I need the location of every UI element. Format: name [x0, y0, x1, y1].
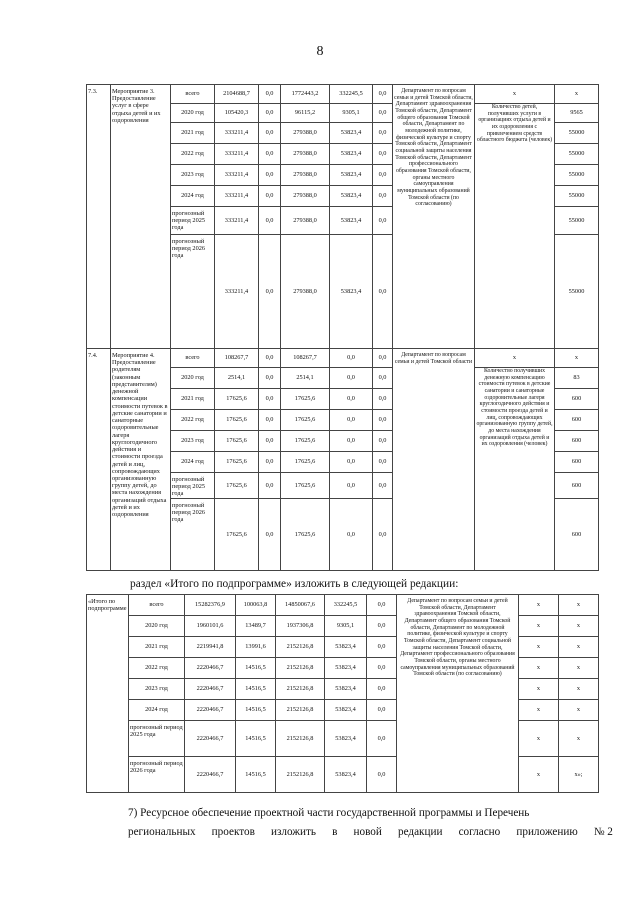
regional-cell: 17625,6 [281, 431, 330, 452]
total-cell: 1960101,6 [185, 616, 236, 637]
federal-cell: 0,0 [259, 144, 281, 165]
total-cell: 15282376,9 [185, 595, 236, 616]
year-cell: всего [171, 349, 215, 368]
federal-cell: 0,0 [259, 452, 281, 473]
total-cell: 2220466,7 [185, 700, 236, 721]
indicator-cell: х [519, 616, 559, 637]
extra-cell: 0,0 [373, 235, 393, 349]
event-number: 7.4. [87, 349, 111, 571]
extra-cell: 0,0 [373, 389, 393, 410]
regional-cell: 279388,0 [281, 144, 330, 165]
indicator-cell: х [519, 637, 559, 658]
federal-cell: 0,0 [259, 104, 281, 123]
federal-cell: 0,0 [259, 235, 281, 349]
local-cell: 332245,5 [325, 595, 367, 616]
year-cell: 2022 год [129, 658, 185, 679]
paragraph-word: новой [353, 826, 382, 838]
regional-cell: 2152126,8 [276, 658, 325, 679]
total-cell: 333211,4 [215, 144, 259, 165]
extra-cell: 0,0 [373, 186, 393, 207]
paragraph-word: в [332, 826, 338, 838]
year-cell: 2021 год [171, 123, 215, 144]
year-cell: 2022 год [171, 410, 215, 431]
extra-cell: 0,0 [373, 431, 393, 452]
total-cell: 333211,4 [215, 186, 259, 207]
value-cell: х [555, 85, 599, 104]
federal-cell: 0,0 [259, 165, 281, 186]
indicator-name: Количество получивших денежную компенсацию стоимости путевок в детские санатории и санаторные оздоровительные лагеря круглогодичного действия и стоимости проезда детей и лиц, сопровождающих организованную группу детей, до места нахождения организаций отдыха детей и их оздоровления (человек) [475, 368, 555, 571]
indicator-cell: х [519, 658, 559, 679]
value-cell: 9565 [555, 104, 599, 123]
extra-cell: 0,0 [373, 498, 393, 570]
extra-cell: 0,0 [373, 144, 393, 165]
subprogram-total-table [86, 594, 599, 793]
indicator-cell: х [519, 595, 559, 616]
value-cell: х [559, 595, 599, 616]
total-cell: 17625,6 [215, 452, 259, 473]
federal-cell: 0,0 [259, 368, 281, 389]
table-row [87, 85, 599, 104]
local-cell: 53823,4 [325, 637, 367, 658]
value-cell: 55000 [555, 123, 599, 144]
indicator-cell: х [519, 679, 559, 700]
federal-cell: 0,0 [259, 431, 281, 452]
regional-cell: 108267,7 [281, 349, 330, 368]
regional-cell: 96115,2 [281, 104, 330, 123]
year-cell: прогнозный период 2025 года [171, 473, 215, 499]
local-cell: 9305,1 [330, 104, 373, 123]
extra-cell: 0,0 [367, 679, 397, 700]
event-number: 7.3. [87, 85, 111, 349]
federal-cell: 13991,6 [236, 637, 276, 658]
extra-cell: 0,0 [373, 410, 393, 431]
paragraph-word: редакции [397, 826, 443, 838]
value-cell: 55000 [555, 207, 599, 235]
year-cell: 2023 год [129, 679, 185, 700]
table-row [87, 679, 599, 700]
year-cell: 2020 год [171, 104, 215, 123]
federal-cell: 0,0 [259, 207, 281, 235]
regional-cell: 17625,6 [281, 410, 330, 431]
extra-cell: 0,0 [373, 452, 393, 473]
regional-cell: 2152126,8 [276, 721, 325, 757]
regional-cell: 279388,0 [281, 186, 330, 207]
total-cell: 105420,3 [215, 104, 259, 123]
regional-cell: 279388,0 [281, 123, 330, 144]
indicator-cell: х [519, 721, 559, 757]
extra-cell: 0,0 [367, 700, 397, 721]
total-cell: 17625,6 [215, 473, 259, 499]
federal-cell: 0,0 [259, 473, 281, 499]
paragraph-word: изложить [270, 826, 316, 838]
local-cell: 0,0 [330, 452, 373, 473]
paragraph-word: проектов [211, 826, 255, 838]
value-cell: 55000 [555, 186, 599, 207]
local-cell: 9305,1 [325, 616, 367, 637]
value-cell: 55000 [555, 235, 599, 349]
extra-cell: 0,0 [367, 757, 397, 793]
total-cell: 17625,6 [215, 389, 259, 410]
year-cell: всего [129, 595, 185, 616]
local-cell: 53823,4 [330, 144, 373, 165]
paragraph-line-2 [128, 823, 613, 842]
total-cell: 2219941,8 [185, 637, 236, 658]
extra-cell: 0,0 [373, 473, 393, 499]
value-cell: 600 [555, 410, 599, 431]
indicator-cell: х [475, 85, 555, 104]
federal-cell: 0,0 [259, 498, 281, 570]
local-cell: 0,0 [330, 473, 373, 499]
value-cell: х [559, 721, 599, 757]
table-row [87, 616, 599, 637]
local-cell: 53823,4 [330, 186, 373, 207]
table-row [87, 595, 599, 616]
value-cell: х [559, 616, 599, 637]
table-row [87, 700, 599, 721]
indicator-cell: х [475, 349, 555, 368]
regional-cell: 17625,6 [281, 389, 330, 410]
federal-cell: 0,0 [259, 389, 281, 410]
local-cell: 53823,4 [330, 123, 373, 144]
total-cell: 17625,6 [215, 410, 259, 431]
table-row [87, 757, 599, 793]
total-label: «Итого по подпрограмме [87, 595, 129, 793]
paragraph-word: согласно [458, 826, 501, 838]
regional-cell: 2152126,8 [276, 757, 325, 793]
regional-cell: 2514,1 [281, 368, 330, 389]
year-cell: прогнозный период 2025 года [129, 721, 185, 757]
total-cell: 2514,1 [215, 368, 259, 389]
federal-cell: 0,0 [259, 349, 281, 368]
total-cell: 333211,4 [215, 123, 259, 144]
regional-cell: 279388,0 [281, 165, 330, 186]
local-cell: 53823,4 [325, 721, 367, 757]
department-cell: Департамент по вопросам семьи и детей Томской области, Департамент здравоохранения Томской области, Департамент общего образования Томской области, Департамент по молодежной политике, физической культуре и спорту Томской области, Департамент социальной защиты населения Томской области, Департамент профессионального образования Томской области, органы местного самоуправления муниципальных образований Томской области (по согласованию) [397, 595, 519, 793]
year-cell: прогнозный период 2026 года [129, 757, 185, 793]
value-cell: 55000 [555, 144, 599, 165]
year-cell: 2024 год [171, 452, 215, 473]
total-cell: 333211,4 [215, 207, 259, 235]
paragraph-word: № 2 [593, 826, 613, 838]
paragraph-7 [128, 804, 613, 842]
local-cell: 53823,4 [330, 165, 373, 186]
value-cell: х [559, 679, 599, 700]
total-cell: 2220466,7 [185, 757, 236, 793]
extra-cell: 0,0 [373, 207, 393, 235]
federal-cell: 100063,8 [236, 595, 276, 616]
extra-cell: 0,0 [367, 721, 397, 757]
federal-cell: 14516,5 [236, 658, 276, 679]
department-cell: Департамент по вопросам семьи и детей Томской области [393, 349, 475, 571]
table-row [87, 637, 599, 658]
value-cell: х»; [559, 757, 599, 793]
year-cell: прогнозный период 2025 года [171, 207, 215, 235]
local-cell: 53823,4 [330, 235, 373, 349]
regional-cell: 14850067,6 [276, 595, 325, 616]
regional-cell: 2152126,8 [276, 700, 325, 721]
regional-cell: 279388,0 [281, 235, 330, 349]
federal-cell: 0,0 [259, 85, 281, 104]
local-cell: 0,0 [330, 431, 373, 452]
indicator-cell: х [519, 700, 559, 721]
year-cell: 2024 год [129, 700, 185, 721]
extra-cell: 0,0 [367, 637, 397, 658]
events-table [86, 84, 599, 571]
federal-cell: 14516,5 [236, 757, 276, 793]
year-cell: прогнозный период 2026 года [171, 498, 215, 570]
total-cell: 108267,7 [215, 349, 259, 368]
table-row [87, 721, 599, 757]
table-row [87, 658, 599, 679]
local-cell: 53823,4 [325, 700, 367, 721]
extra-cell: 0,0 [373, 165, 393, 186]
regional-cell: 279388,0 [281, 207, 330, 235]
local-cell: 0,0 [330, 349, 373, 368]
year-cell: 2020 год [129, 616, 185, 637]
year-cell: 2021 год [129, 637, 185, 658]
extra-cell: 0,0 [373, 104, 393, 123]
value-cell: х [555, 349, 599, 368]
regional-cell: 1772443,2 [281, 85, 330, 104]
local-cell: 53823,4 [325, 757, 367, 793]
paragraph-word: приложению [516, 826, 578, 838]
local-cell: 53823,4 [325, 658, 367, 679]
value-cell: 600 [555, 473, 599, 499]
total-cell: 17625,6 [215, 498, 259, 570]
year-cell: 2024 год [171, 186, 215, 207]
local-cell: 0,0 [330, 410, 373, 431]
local-cell: 0,0 [330, 498, 373, 570]
paragraph-word: региональных [128, 826, 196, 838]
value-cell: 600 [555, 431, 599, 452]
local-cell: 53823,4 [325, 679, 367, 700]
page-number: 8 [316, 44, 324, 59]
total-cell: 333211,4 [215, 165, 259, 186]
federal-cell: 13489,7 [236, 616, 276, 637]
local-cell: 332245,5 [330, 85, 373, 104]
regional-cell: 1937306,8 [276, 616, 325, 637]
event-title: Мероприятие 3. Предоставление услуг в сфере отдыха детей и их оздоровления [111, 85, 171, 349]
total-cell: 2220466,7 [185, 721, 236, 757]
regional-cell: 17625,6 [281, 452, 330, 473]
federal-cell: 0,0 [259, 123, 281, 144]
year-cell: прогнозный период 2026 года [171, 235, 215, 349]
regional-cell: 17625,6 [281, 498, 330, 570]
local-cell: 0,0 [330, 368, 373, 389]
total-cell: 2104688,7 [215, 85, 259, 104]
extra-cell: 0,0 [373, 368, 393, 389]
local-cell: 53823,4 [330, 207, 373, 235]
total-cell: 2220466,7 [185, 679, 236, 700]
extra-cell: 0,0 [373, 85, 393, 104]
year-cell: 2020 год [171, 368, 215, 389]
department-cell: Департамент по вопросам семьи и детей Томской области, Департамент здравоохранения Томской области, Департамент общего образования Томской области, Департамент по молодежной политике, физической культуре и спорту Томской области, Департамент социальной защиты населения Томской области, Департамент профессионального образования Томской области, органы местного самоуправления муниципальных образований Томской области (по согласованию) [393, 85, 475, 349]
value-cell: 83 [555, 368, 599, 389]
extra-cell: 0,0 [367, 616, 397, 637]
year-cell: 2023 год [171, 165, 215, 186]
year-cell: всего [171, 85, 215, 104]
year-cell: 2021 год [171, 389, 215, 410]
table-row [87, 349, 599, 368]
federal-cell: 0,0 [259, 186, 281, 207]
federal-cell: 14516,5 [236, 721, 276, 757]
federal-cell: 14516,5 [236, 700, 276, 721]
value-cell: х [559, 700, 599, 721]
value-cell: х [559, 658, 599, 679]
regional-cell: 2152126,8 [276, 679, 325, 700]
extra-cell: 0,0 [373, 123, 393, 144]
federal-cell: 14516,5 [236, 679, 276, 700]
value-cell: 55000 [555, 165, 599, 186]
total-cell: 333211,4 [215, 235, 259, 349]
local-cell: 0,0 [330, 389, 373, 410]
indicator-cell: х [519, 757, 559, 793]
event-title: Мероприятие 4. Предоставление родителям (законным представителям) денежной компенсации стоимости путевок в детские санатории и санаторные оздоровительные лагеря круглогодичного действия и стоимости проезда детей и лиц, сопровождающих организованную группу детей, до места нахождения организаций отдыха детей и их оздоровления [111, 349, 171, 571]
value-cell: 600 [555, 498, 599, 570]
year-cell: 2022 год [171, 144, 215, 165]
year-cell: 2023 год [171, 431, 215, 452]
total-cell: 2220466,7 [185, 658, 236, 679]
value-cell: х [559, 637, 599, 658]
regional-cell: 2152126,8 [276, 637, 325, 658]
regional-cell: 17625,6 [281, 473, 330, 499]
indicator-name: Количество детей, получивших услуги в организациях отдыха детей и их оздоровления с привлечением средств областного бюджета (человек) [475, 104, 555, 349]
section-heading: раздел «Итого по подпрограмме» изложить в следующей редакции: [130, 578, 459, 590]
extra-cell: 0,0 [367, 658, 397, 679]
paragraph-line-1: 7) Ресурсное обеспечение проектной части государственной программы и Перечень [128, 807, 530, 819]
extra-cell: 0,0 [373, 349, 393, 368]
total-cell: 17625,6 [215, 431, 259, 452]
value-cell: 600 [555, 452, 599, 473]
extra-cell: 0,0 [367, 595, 397, 616]
federal-cell: 0,0 [259, 410, 281, 431]
value-cell: 600 [555, 389, 599, 410]
